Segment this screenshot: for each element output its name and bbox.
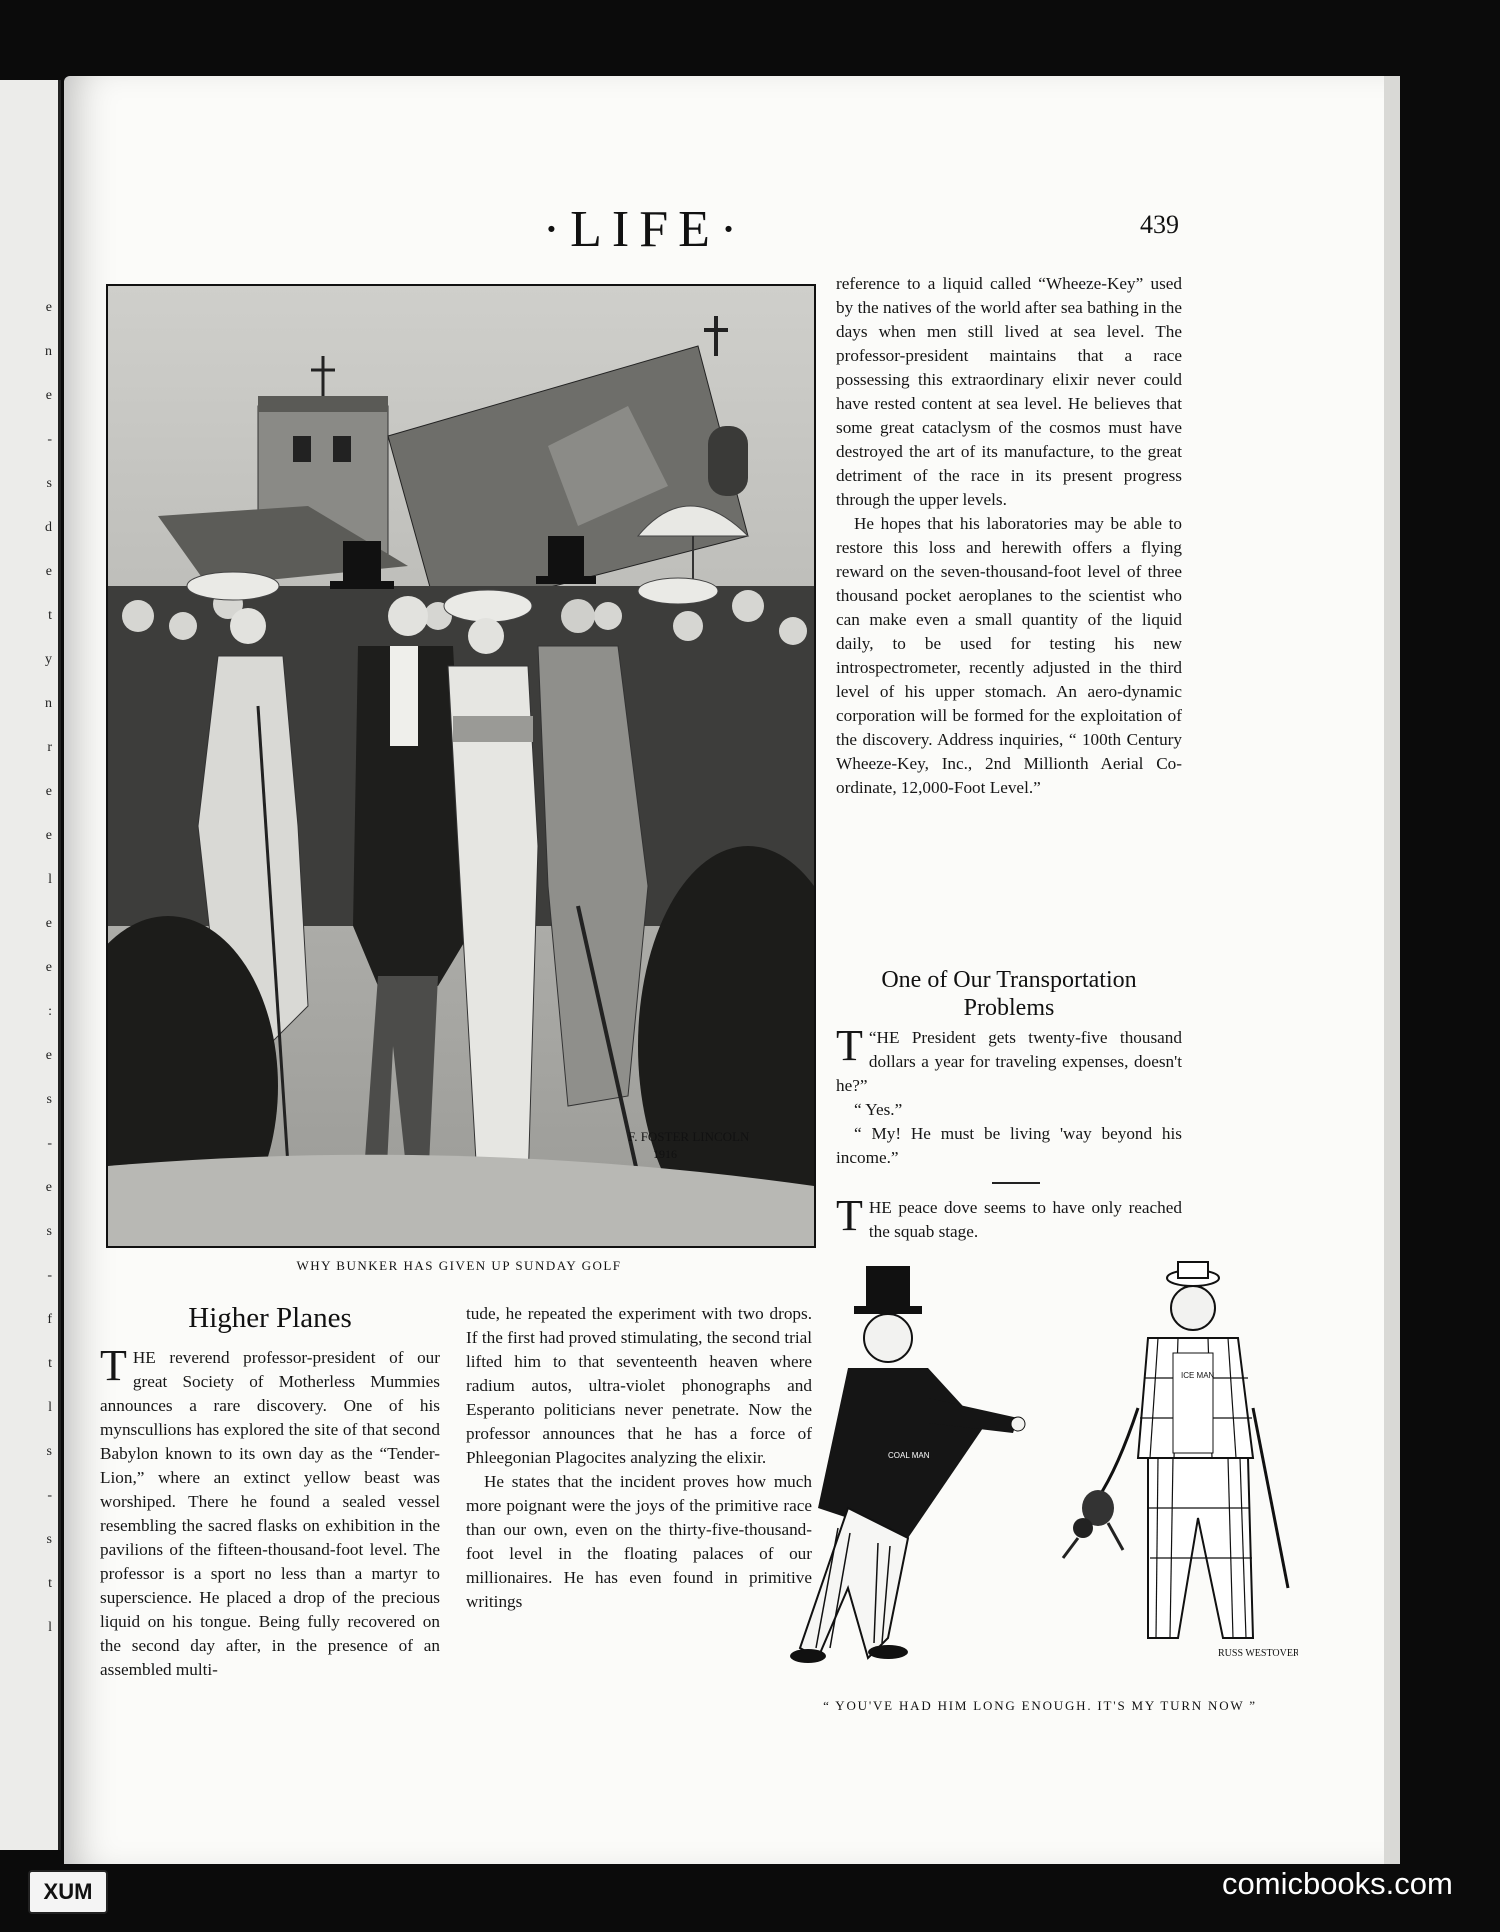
left-page-edge-letter: -: [47, 1488, 52, 1503]
higher-planes-dropcap: T: [100, 1341, 127, 1390]
left-page-edge-letter: e: [45, 300, 52, 315]
left-page-edge-letter: r: [47, 740, 52, 755]
left-page-edge-letter: :: [48, 1004, 52, 1019]
left-page-edge-letter: s: [46, 1532, 52, 1547]
higher-planes-paragraph-2: tude, he repeated the experiment with two drops. If the first had proved stimulating, the second trial lifted him to that seventeenth heaven where radium autos, ultra-violet phonographs and Esperanto politicians never penetrate. Now the professor announces that he has a force of Phleegonian Plagocites analyzing the elixir.: [466, 1304, 812, 1467]
left-page-edge-letter: e: [45, 828, 52, 843]
left-page-edge-letter: n: [45, 696, 52, 711]
illustration-signature-year: 1916: [653, 1147, 677, 1161]
wheeze-key-paragraph-2: He hopes that his laboratories may be able to restore this loss and herewith offers a flying reward on the seven-thousand-foot level of three thousand pocket aeroplanes to the scientist who can make even a small quantity of the liquid daily, to be used for testing his new introspectrometer, recently adjusted in the third level of his upper stomach. An aero-dynamic corporation will be formed for the exploitation of the discovery. Address inquiries, “ 100th Century Wheeze-Key, Inc., 2nd Millionth Aerial Co-ordinate, 12,000-Foot Level.”: [836, 514, 1182, 797]
left-page-edge-letter: t: [48, 1576, 52, 1591]
transportation-title-line-2: Problems: [963, 995, 1055, 1021]
higher-planes-column-2: [466, 1302, 812, 1614]
left-page-edge-letter: d: [45, 520, 52, 535]
left-page-edge-letter: s: [46, 476, 52, 491]
transportation-title-line-1: One of Our Transportation: [881, 967, 1137, 993]
left-page-edge-letter: e: [45, 564, 52, 579]
left-page-edge-letter: s: [46, 1444, 52, 1459]
left-page-edge-letter: f: [47, 1312, 52, 1327]
left-page-edge-letter: l: [48, 1620, 52, 1635]
page-right-edge: [1384, 76, 1400, 1864]
peace-dove-paragraph: HE peace dove seems to have only reached the squab stage.: [868, 1198, 1182, 1241]
left-page-edge: [0, 80, 61, 1850]
left-page-edge-letter: e: [45, 1180, 52, 1195]
transportation-paragraph-2: “ Yes.”: [854, 1100, 903, 1119]
left-page-edge-letter: s: [46, 1224, 52, 1239]
ice-man-label: ICE MAN: [1181, 1371, 1215, 1380]
wheeze-key-paragraph-1: reference to a liquid called “Wheeze-Key” used by the natives of the world after sea bathing in the days when men still lived at sea level. The professor-president maintains that a race possessing this extraordinary elixir never could have rested content at sea level. He believes that some great cataclysm of the cosmos must have destroyed the art of its manufacture, to the great detriment of the race in its present progress through the upper levels.: [836, 274, 1182, 509]
illustration-signature: F. FOSTER LINCOLN: [628, 1129, 750, 1144]
left-page-edge-letter: -: [47, 1268, 52, 1283]
left-page-edge-letter: l: [48, 872, 52, 887]
open-quote: “: [868, 1028, 877, 1047]
left-page-edge-letter: y: [45, 652, 52, 667]
cartoon-caption: “ YOU'VE HAD HIM LONG ENOUGH. IT'S MY TURN NOW ”: [823, 1698, 1257, 1713]
masthead: ·LIFE·: [542, 201, 748, 258]
higher-planes-title: Higher Planes: [188, 1302, 352, 1334]
left-page-edge-letter: e: [45, 784, 52, 799]
main-illustration: [106, 284, 816, 1248]
left-page-edge-letter: s: [46, 1092, 52, 1107]
transportation-text: [836, 1021, 1182, 1170]
left-page-edge-letter: t: [48, 1356, 52, 1371]
left-page-edge-letter: e: [45, 1048, 52, 1063]
page-number: 439: [1140, 210, 1179, 239]
corner-badge: XUM: [28, 1870, 108, 1914]
left-page-edge-letter: l: [48, 1400, 52, 1415]
left-page-edge-letter: t: [48, 608, 52, 623]
transportation-heading: [836, 966, 1182, 1022]
coal-man-label: COAL MAN: [888, 1451, 930, 1460]
cartoon-signature: RUSS WESTOVER: [1218, 1648, 1298, 1659]
wheeze-key-column: [836, 272, 1182, 800]
transportation-dropcap: T: [836, 1021, 863, 1070]
left-page-edge-letter: n: [45, 344, 52, 359]
transportation-paragraph-1: HE President gets twenty-five thousand dollars a year for traveling expenses, doesn't he?”: [836, 1028, 1182, 1095]
left-page-edge-letter: -: [47, 432, 52, 447]
coal-ice-cartoon: [778, 1258, 1298, 1688]
illustration-caption: WHY BUNKER HAS GIVEN UP SUNDAY GOLF: [296, 1258, 622, 1273]
left-page-edge-letter: -: [47, 1136, 52, 1151]
left-page-edge-letter: e: [45, 388, 52, 403]
transportation-paragraph-3: “ My! He must be living 'way beyond his income.”: [836, 1124, 1182, 1167]
watermark: comicbooks.com: [1222, 1866, 1453, 1901]
higher-planes-paragraph-3: He states that the incident proves how much more poignant were the joys of the primitive race than our own, even on the thirty-five-thousand-foot level in the floating palaces of our millionaires. He has even found in primitive writings: [466, 1472, 812, 1611]
section-rule: [992, 1182, 1040, 1184]
peace-dove-dropcap: T: [836, 1191, 863, 1240]
higher-planes-column-1: [100, 1341, 440, 1682]
left-page-edge-letter: e: [45, 960, 52, 975]
left-page-edge-letter: e: [45, 916, 52, 931]
higher-planes-paragraph-1: HE reverend professor-president of our great Society of Motherless Mummies announces a rare discovery. One of his mynscullions has explored the site of that second Babylon known to its own day as the “Tender-Lion,” where an extinct yellow beast was worshiped. There he found a sealed vessel resembling the sacred flasks on exhibition in the pavilions of the fifteen-thousand-foot level. The professor is a sport no less than a martyr to superscience. He placed a drop of the precious liquid on his tongue. Being fully recovered on the second day after, in the presence of an assembled multi-: [100, 1348, 440, 1679]
peace-dove-text: [836, 1191, 1182, 1244]
